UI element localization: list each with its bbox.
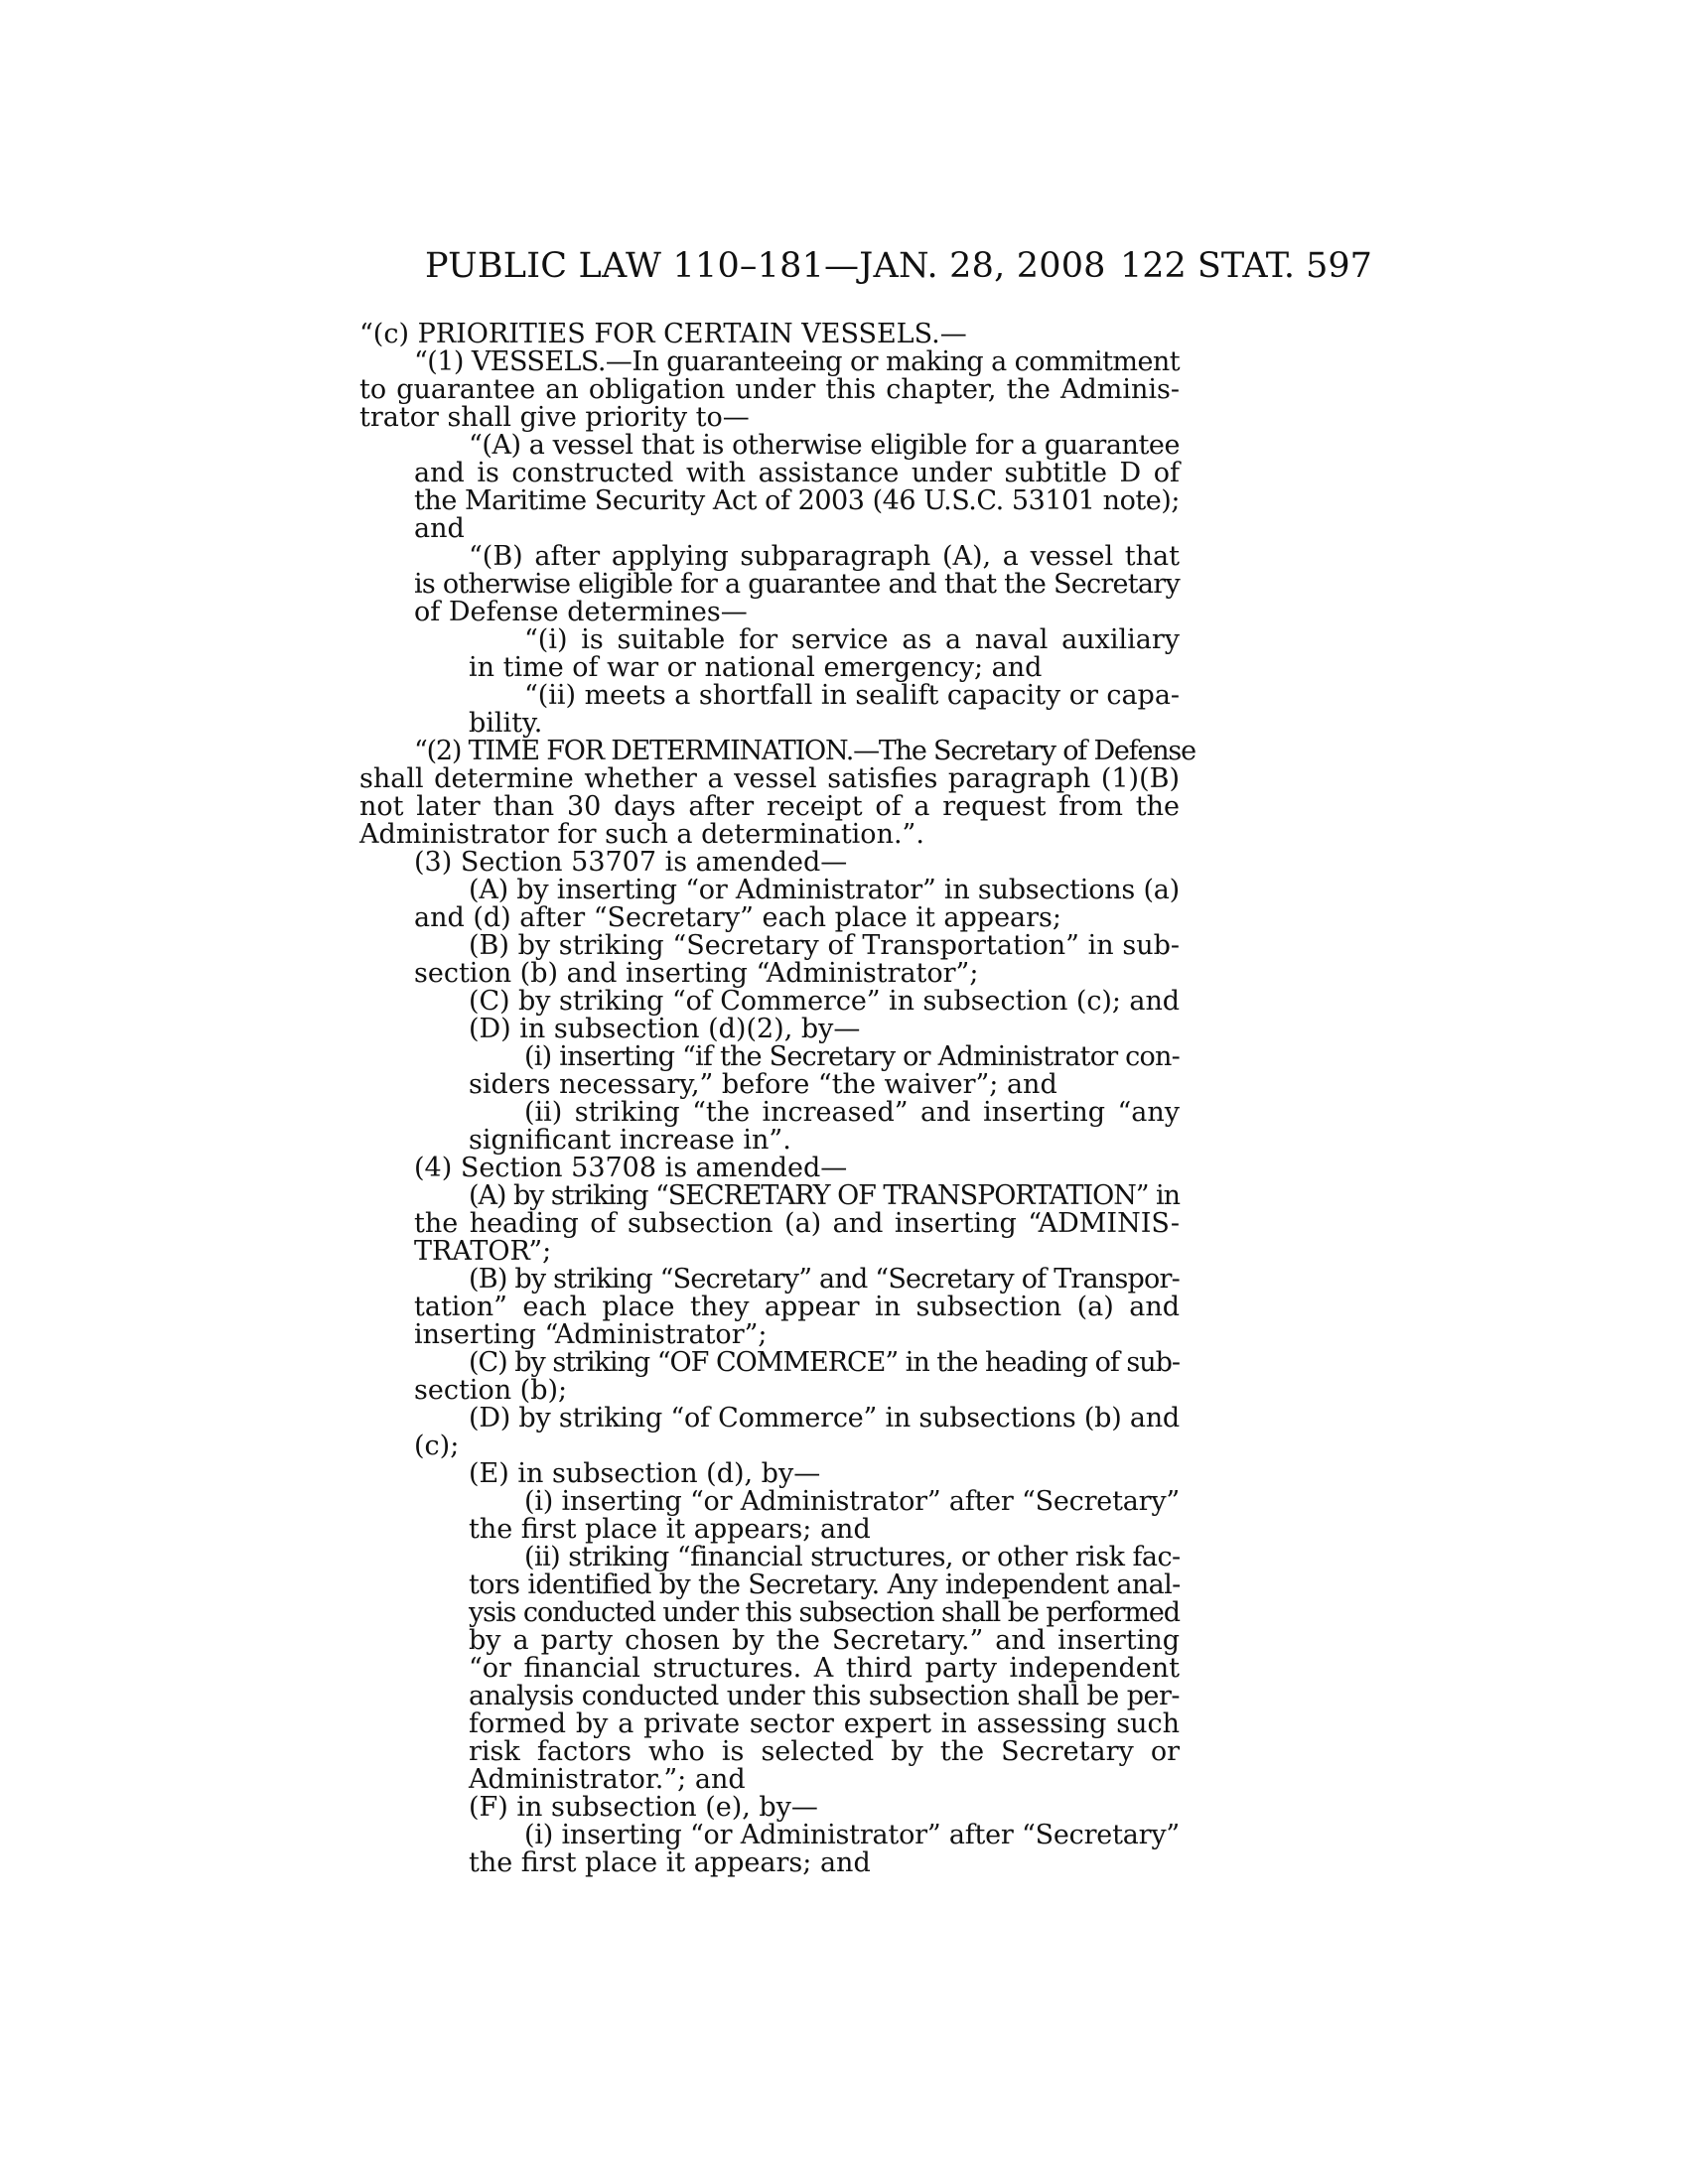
text-line: to guarantee an obligation under this chapter, the Adminis-: [359, 374, 1180, 405]
text-line: and is constructed with assistance under subtitle D of: [414, 458, 1180, 488]
text-line: trator shall give priority to—: [359, 402, 750, 433]
text-line: Administrator.”; and: [469, 1764, 746, 1795]
text-line: (C) by striking “OF COMMERCE” in the heading of sub-: [469, 1347, 1180, 1378]
text-line: shall determine whether a vessel satisfies paragraph (1)(B): [359, 763, 1180, 794]
text-line: of Defense determines—: [414, 597, 748, 627]
text-line: “(1) VESSELS.—In guaranteeing or making a commitment: [414, 346, 1181, 377]
text-line: significant increase in”.: [469, 1125, 791, 1156]
text-line: in time of war or national emergency; and: [469, 652, 1043, 683]
text-line: (D) in subsection (d)(2), by—: [469, 1014, 861, 1044]
text-line: (4) Section 53708 is amended—: [414, 1153, 848, 1183]
text-line: (F) in subsection (e), by—: [469, 1792, 818, 1823]
text-line: TRATOR”;: [414, 1236, 552, 1267]
text-line: (i) inserting “if the Secretary or Administrator con-: [524, 1041, 1180, 1072]
text-line: and (d) after “Secretary” each place it appears;: [414, 902, 1062, 933]
text-line: (E) in subsection (d), by—: [469, 1458, 821, 1489]
text-line: “(A) a vessel that is otherwise eligible for a guarantee: [469, 430, 1180, 461]
text-line: tors identified by the Secretary. Any independent anal-: [469, 1570, 1181, 1600]
text-line: by a party chosen by the Secretary.” and inserting: [469, 1625, 1180, 1656]
text-line: (A) by inserting “or Administrator” in subsections (a): [469, 875, 1180, 905]
text-line: (B) by striking “Secretary of Transportation” in sub-: [469, 930, 1180, 961]
text-line: “(B) after applying subparagraph (A), a vessel that: [469, 541, 1180, 572]
text-line: (ii) striking “financial structures, or other risk fac-: [524, 1542, 1181, 1572]
page-stat-number: 122 STAT. 597: [1120, 246, 1372, 286]
text-line: section (b);: [414, 1375, 568, 1406]
text-line: “(2) TIME FOR DETERMINATION.—The Secretary of Defense: [414, 736, 1196, 766]
text-line: formed by a private sector expert in assessing such: [469, 1708, 1180, 1739]
text-line: the first place it appears; and: [469, 1847, 871, 1878]
text-line: bility.: [469, 708, 543, 739]
text-line: (B) by striking “Secretary” and “Secretary of Transpor-: [469, 1264, 1180, 1295]
text-line: “(c) PRIORITIES FOR CERTAIN VESSELS.—: [359, 319, 967, 349]
text-line: ysis conducted under this subsection shall be performed: [469, 1597, 1180, 1628]
text-line: is otherwise eligible for a guarantee and that the Secretary: [414, 569, 1180, 600]
text-line: and: [414, 513, 465, 544]
text-line: section (b) and inserting “Administrator”;: [414, 958, 979, 989]
text-line: (C) by striking “of Commerce” in subsection (c); and: [469, 986, 1180, 1017]
text-line: risk factors who is selected by the Secretary or: [469, 1736, 1180, 1767]
text-line: Administrator for such a determination.”.: [359, 819, 924, 850]
text-line: “(i) is suitable for service as a naval auxiliary: [524, 624, 1180, 655]
text-line: (i) inserting “or Administrator” after “Secretary”: [524, 1486, 1180, 1517]
text-line: the heading of subsection (a) and inserting “ADMINIS-: [414, 1208, 1180, 1239]
text-line: “(ii) meets a shortfall in sealift capacity or capa-: [524, 680, 1180, 711]
text-line: “or financial structures. A third party independent: [469, 1653, 1180, 1684]
running-header-title: PUBLIC LAW 110–181—JAN. 28, 2008: [425, 246, 1106, 286]
text-line: tation” each place they appear in subsection (a) and: [414, 1292, 1180, 1322]
text-line: (A) by striking “SECRETARY OF TRANSPORTATION” in: [469, 1180, 1180, 1211]
text-line: (3) Section 53707 is amended—: [414, 847, 848, 878]
text-line: the first place it appears; and: [469, 1514, 871, 1545]
text-line: siders necessary,” before “the waiver”; and: [469, 1069, 1057, 1100]
text-line: analysis conducted under this subsection shall be per-: [469, 1681, 1180, 1711]
text-line: inserting “Administrator”;: [414, 1319, 768, 1350]
text-line: (i) inserting “or Administrator” after “Secretary”: [524, 1820, 1180, 1850]
statute-body-text: [359, 319, 1196, 1878]
text-line: (c);: [414, 1431, 460, 1461]
text-line: not later than 30 days after receipt of a request from the: [359, 791, 1180, 822]
text-line: (ii) striking “the increased” and inserting “any: [524, 1097, 1180, 1128]
text-line: the Maritime Security Act of 2003 (46 U.S.C. 53101 note);: [414, 485, 1180, 516]
text-line: (D) by striking “of Commerce” in subsections (b) and: [469, 1403, 1180, 1433]
